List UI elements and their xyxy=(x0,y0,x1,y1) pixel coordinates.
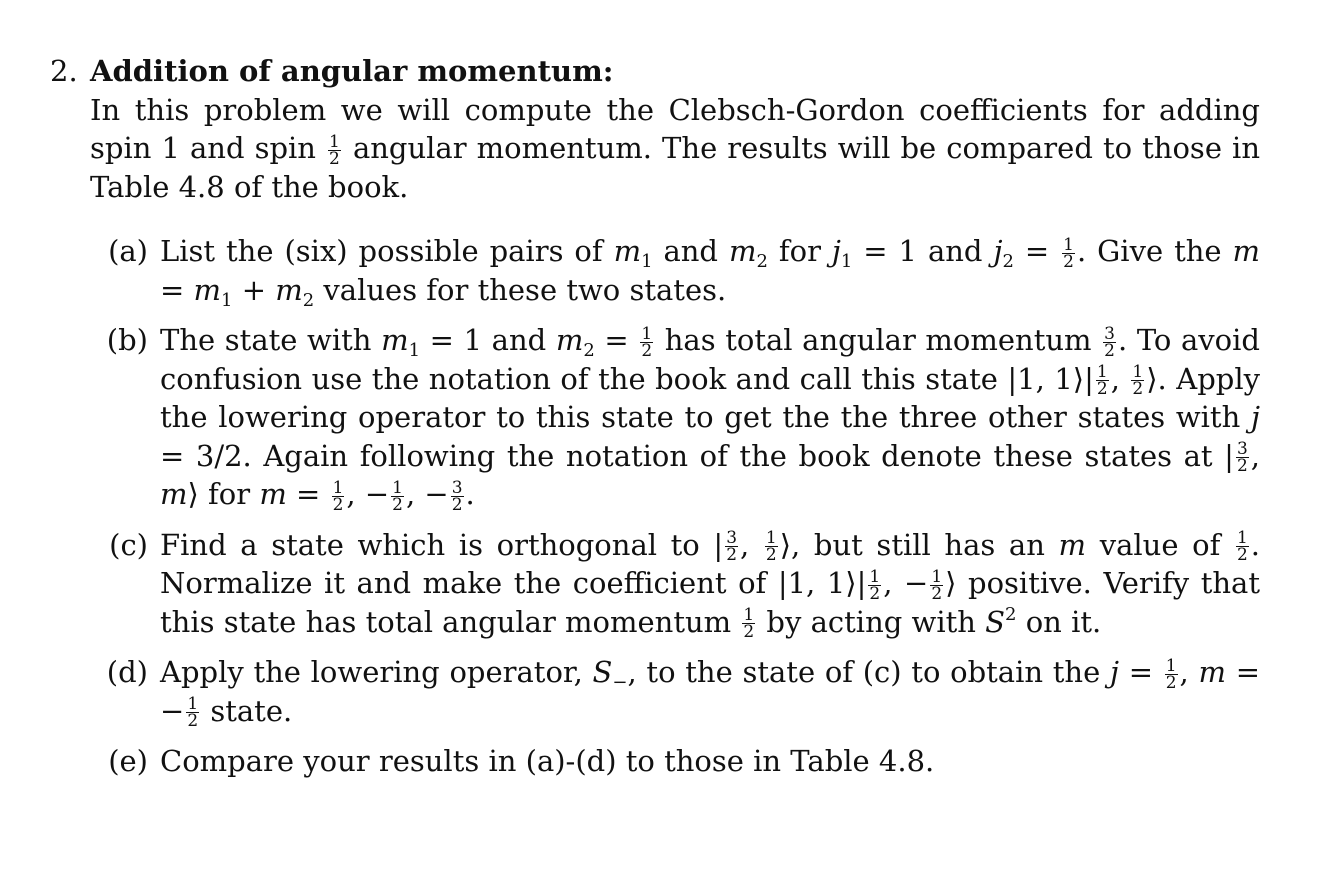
var-m: m xyxy=(275,272,303,307)
frac-denominator: 2 xyxy=(332,494,344,515)
subscript: 2 xyxy=(583,340,595,361)
problem-header xyxy=(50,52,1260,91)
part-e-text-1: Compare your results in (a)-(d) to those in Table 4.8. xyxy=(160,744,935,778)
part-a-text-5: = xyxy=(1013,234,1061,268)
var-m: m xyxy=(555,323,584,357)
frac-denominator: 2 xyxy=(392,494,403,515)
var-m: m xyxy=(193,272,222,307)
frac-numerator: 3 xyxy=(451,477,463,498)
frac-numerator: 1 xyxy=(641,323,653,344)
frac-denominator: 2 xyxy=(869,583,881,604)
fraction-three-halves xyxy=(1236,441,1249,474)
part-c-text-6: , − xyxy=(883,566,929,600)
part-a-text-4: = 1 and xyxy=(852,234,994,268)
problem-intro xyxy=(90,91,1260,207)
fraction-one-half xyxy=(328,131,341,169)
subscript: 1 xyxy=(641,251,653,272)
fraction-one-half xyxy=(1062,234,1075,272)
var-j: j xyxy=(1109,655,1119,689)
frac-denominator: 2 xyxy=(1096,379,1108,399)
frac-denominator: 2 xyxy=(1236,545,1248,565)
fraction-one-half xyxy=(391,477,404,515)
frac-numerator: 1 xyxy=(187,694,199,714)
part-b-text-2: = 1 and xyxy=(420,323,556,357)
part-d-text-1: Apply the lowering operator, xyxy=(160,655,593,689)
part-a-text-7: = xyxy=(160,272,194,307)
fraction-one-half xyxy=(742,607,755,640)
subscript: 1 xyxy=(408,340,421,361)
var-j: j xyxy=(993,234,1003,268)
part-d-text-4: , xyxy=(1179,655,1199,689)
subscript: − xyxy=(612,672,628,693)
part-b xyxy=(50,321,1260,514)
part-c-text-8: by acting with xyxy=(757,604,986,639)
part-c-text-7: ⟩ positive. Verify that this state has total angular momentum xyxy=(160,566,1260,639)
part-label: (c) xyxy=(109,527,148,562)
part-text xyxy=(160,526,1260,642)
problem-number: 2. xyxy=(50,54,78,88)
var-m: m xyxy=(1198,655,1226,689)
part-d-text-3: = xyxy=(1118,655,1163,689)
part-a-text-2: and xyxy=(652,234,729,268)
fraction-one-half xyxy=(186,696,199,729)
subscript: 2 xyxy=(1002,251,1014,272)
frac-numerator: 1 xyxy=(931,566,943,587)
frac-denominator: 2 xyxy=(1104,340,1115,361)
part-b-text-6: , xyxy=(1110,361,1130,396)
parts-list xyxy=(50,232,1260,781)
var-j: j xyxy=(1251,400,1260,434)
fraction-one-half xyxy=(1165,655,1178,693)
part-d xyxy=(50,653,1260,730)
fraction-three-halves xyxy=(725,530,738,563)
problem-title: Addition of angular momentum: xyxy=(90,54,614,88)
part-b-text-12: , − xyxy=(346,477,390,511)
part-d-text-6: state. xyxy=(201,693,293,728)
frac-denominator: 2 xyxy=(1132,379,1144,399)
part-label: (e) xyxy=(108,744,148,778)
frac-denominator: 2 xyxy=(1063,251,1074,272)
var-m: m xyxy=(160,477,188,511)
part-e xyxy=(50,742,1260,781)
frac-numerator: 1 xyxy=(869,566,881,587)
frac-denominator: 2 xyxy=(931,583,943,604)
frac-numerator: 1 xyxy=(1236,528,1248,548)
var-m: m xyxy=(728,234,757,268)
frac-denominator: 2 xyxy=(1236,456,1248,476)
var-m: m xyxy=(1058,527,1087,562)
part-c xyxy=(50,526,1260,642)
subscript: 1 xyxy=(221,289,233,311)
frac-numerator: 3 xyxy=(1104,323,1115,344)
problem-2 xyxy=(50,52,1260,793)
intro-text-1: In this problem we will compute the Clebsch-Gordon coefficients for adding spin 1 and spin xyxy=(90,92,1260,165)
frac-denominator: 2 xyxy=(765,545,777,565)
fraction-three-halves xyxy=(451,477,464,515)
fraction-one-half xyxy=(332,477,345,515)
part-d-text-5: = − xyxy=(160,655,1260,728)
fraction-one-half xyxy=(1131,364,1144,397)
frac-denominator: 2 xyxy=(726,545,738,565)
frac-numerator: 1 xyxy=(1063,234,1074,255)
part-d-text-2: , to the state of (c) to obtain the xyxy=(627,655,1110,689)
part-c-text-1: Find a state which is orthogonal to | xyxy=(160,527,724,562)
frac-denominator: 2 xyxy=(1165,672,1177,693)
fraction-one-half xyxy=(1236,530,1249,563)
part-a xyxy=(50,232,1260,309)
part-b-text-10: ⟩ for xyxy=(187,477,260,511)
fraction-three-halves xyxy=(1103,323,1116,361)
part-b-text-1: The state with xyxy=(160,323,382,357)
part-label: (d) xyxy=(106,655,148,689)
part-b-text-8: = 3/2. Again following the notation of the book denote these states at | xyxy=(160,438,1234,473)
fraction-one-half xyxy=(765,530,778,563)
part-label: (b) xyxy=(106,323,148,357)
frac-numerator: 3 xyxy=(1236,439,1248,459)
part-a-text-9: values for these two states. xyxy=(314,272,727,307)
frac-denominator: 2 xyxy=(187,711,199,731)
subscript: 2 xyxy=(756,251,768,272)
frac-denominator: 2 xyxy=(451,494,463,515)
part-b-text-5: . To avoid confusion use the notation of the book and call this state |1, 1⟩| xyxy=(160,323,1260,396)
var-m: m xyxy=(1232,234,1261,268)
frac-numerator: 1 xyxy=(1096,362,1108,382)
part-a-text-1: List the (six) possible pairs of xyxy=(160,234,614,268)
part-b-text-4: has total angular momentum xyxy=(655,323,1102,357)
part-c-text-9: on it. xyxy=(1016,604,1102,639)
part-b-text-13: , − xyxy=(405,477,449,511)
subscript: 2 xyxy=(302,289,315,311)
frac-denominator: 2 xyxy=(329,148,340,169)
fraction-one-half xyxy=(868,566,881,604)
var-S: S xyxy=(985,604,1006,639)
part-b-text-7: ⟩. Apply the lowering operator to this state to get the the three other states with xyxy=(160,361,1260,434)
fraction-one-half xyxy=(1096,364,1109,397)
frac-numerator: 1 xyxy=(332,477,344,498)
var-m: m xyxy=(381,323,409,357)
part-text xyxy=(160,321,1260,514)
frac-numerator: 1 xyxy=(743,605,755,625)
part-b-text-14: . xyxy=(465,477,475,511)
subscript: 1 xyxy=(840,251,853,272)
part-b-text-11: = xyxy=(286,477,330,511)
frac-numerator: 1 xyxy=(1165,655,1177,676)
frac-numerator: 3 xyxy=(726,528,738,548)
frac-numerator: 1 xyxy=(392,477,403,498)
var-S: S xyxy=(592,655,613,689)
part-c-text-4: value of xyxy=(1086,527,1234,562)
part-b-text-3: = xyxy=(594,323,639,357)
frac-numerator: 1 xyxy=(1132,362,1144,382)
fraction-one-half xyxy=(640,323,653,361)
var-m: m xyxy=(613,234,642,268)
part-c-text-2: , xyxy=(740,527,763,562)
part-label: (a) xyxy=(108,234,148,268)
part-text xyxy=(160,653,1260,730)
intro-text-2: angular momentum. The results will be compared to those in Table 4.8 of the book. xyxy=(90,131,1260,204)
part-a-text-6: . Give the xyxy=(1076,234,1233,268)
frac-numerator: 1 xyxy=(765,528,777,548)
part-c-text-5: . Normalize it and make the coefficient of |1, 1⟩| xyxy=(160,527,1261,600)
part-b-text-9: , xyxy=(1250,438,1260,473)
part-text xyxy=(160,232,1260,309)
frac-denominator: 2 xyxy=(743,622,755,642)
var-m: m xyxy=(259,477,287,511)
part-text xyxy=(160,742,1260,781)
superscript: 2 xyxy=(1005,603,1017,625)
var-j: j xyxy=(831,234,841,268)
part-a-text-3: for xyxy=(767,234,832,268)
frac-numerator: 1 xyxy=(329,131,340,152)
fraction-one-half xyxy=(930,566,943,604)
frac-denominator: 2 xyxy=(641,340,653,361)
part-c-text-3: ⟩, but still has an xyxy=(779,527,1059,562)
part-a-text-8: + xyxy=(232,272,276,307)
